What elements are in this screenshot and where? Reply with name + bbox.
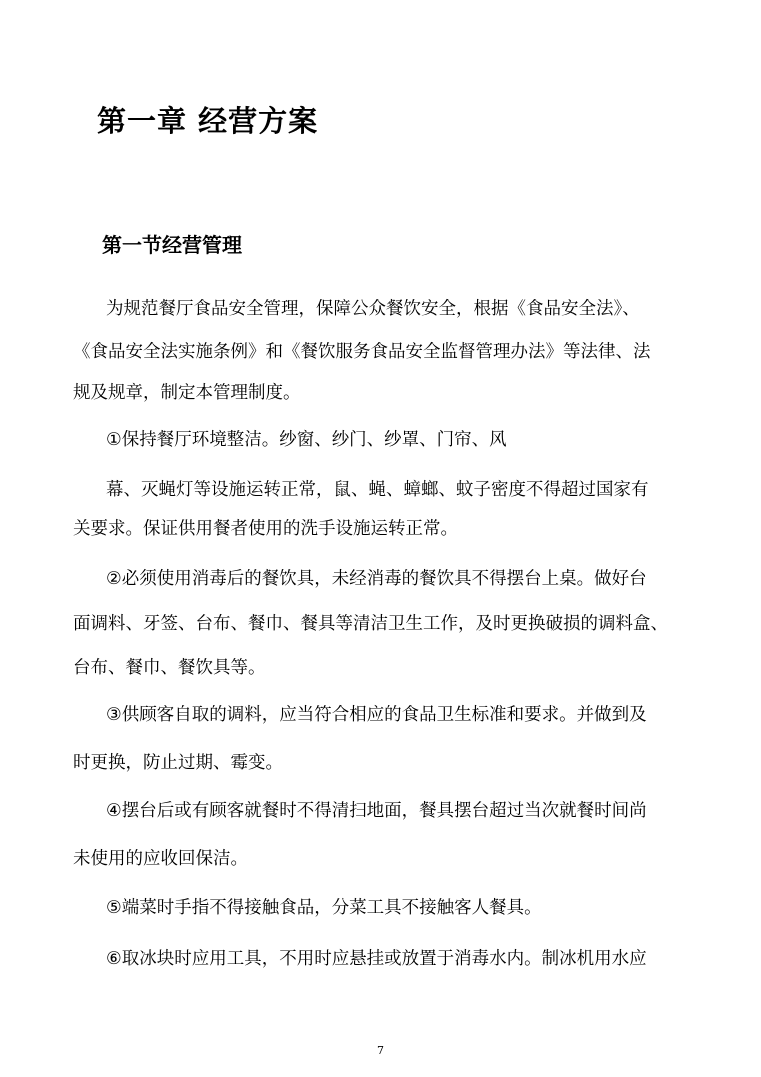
paragraph-line: ④摆台后或有顾客就餐时不得清扫地面，餐具摆台超过当次就餐时间尚 [106, 801, 647, 821]
paragraph-line: 时更换，防止过期、霉变。 [73, 753, 283, 773]
paragraph-line: 《食品安全法实施条例》和《餐饮服务食品安全监督管理办法》等法律、法 [73, 342, 651, 362]
paragraph-line: ③供顾客自取的调料，应当符合相应的食品卫生标准和要求。并做到及 [106, 705, 647, 725]
chapter-title: 第一章 经营方案 [97, 104, 319, 138]
paragraph-line: 规及规章，制定本管理制度。 [73, 383, 301, 403]
paragraph-line: 台布、餐巾、餐饮具等。 [73, 658, 266, 678]
paragraph-line: 关要求。保证供用餐者使用的洗手设施运转正常。 [73, 519, 458, 539]
paragraph-line: ⑥取冰块时应用工具，不用时应悬挂或放置于消毒水内。制冰机用水应 [106, 949, 647, 969]
paragraph-line: 幕、灭蝇灯等设施运转正常，鼠、蝇、蟑螂、蚊子密度不得超过国家有 [106, 480, 649, 500]
section-title: 第一节经营管理 [102, 233, 242, 257]
paragraph-line: 面调料、牙签、台布、餐巾、餐具等清洁卫生工作，及时更换破损的调料盒、 [73, 614, 668, 634]
paragraph-line: ⑤端菜时手指不得接触食品，分菜工具不接触客人餐具。 [106, 898, 542, 918]
paragraph-line: ①保持餐厅环境整洁。纱窗、纱门、纱罩、门帘、风 [106, 430, 507, 450]
page-number: 7 [377, 1044, 384, 1057]
paragraph-line: ②必须使用消毒后的餐饮具，未经消毒的餐饮具不得摆台上桌。做好台 [106, 569, 647, 589]
paragraph-line: 为规范餐厅食品安全管理，保障公众餐饮安全，根据《食品安全法》、 [106, 299, 640, 319]
paragraph-line: 未使用的应收回保洁。 [73, 849, 248, 869]
